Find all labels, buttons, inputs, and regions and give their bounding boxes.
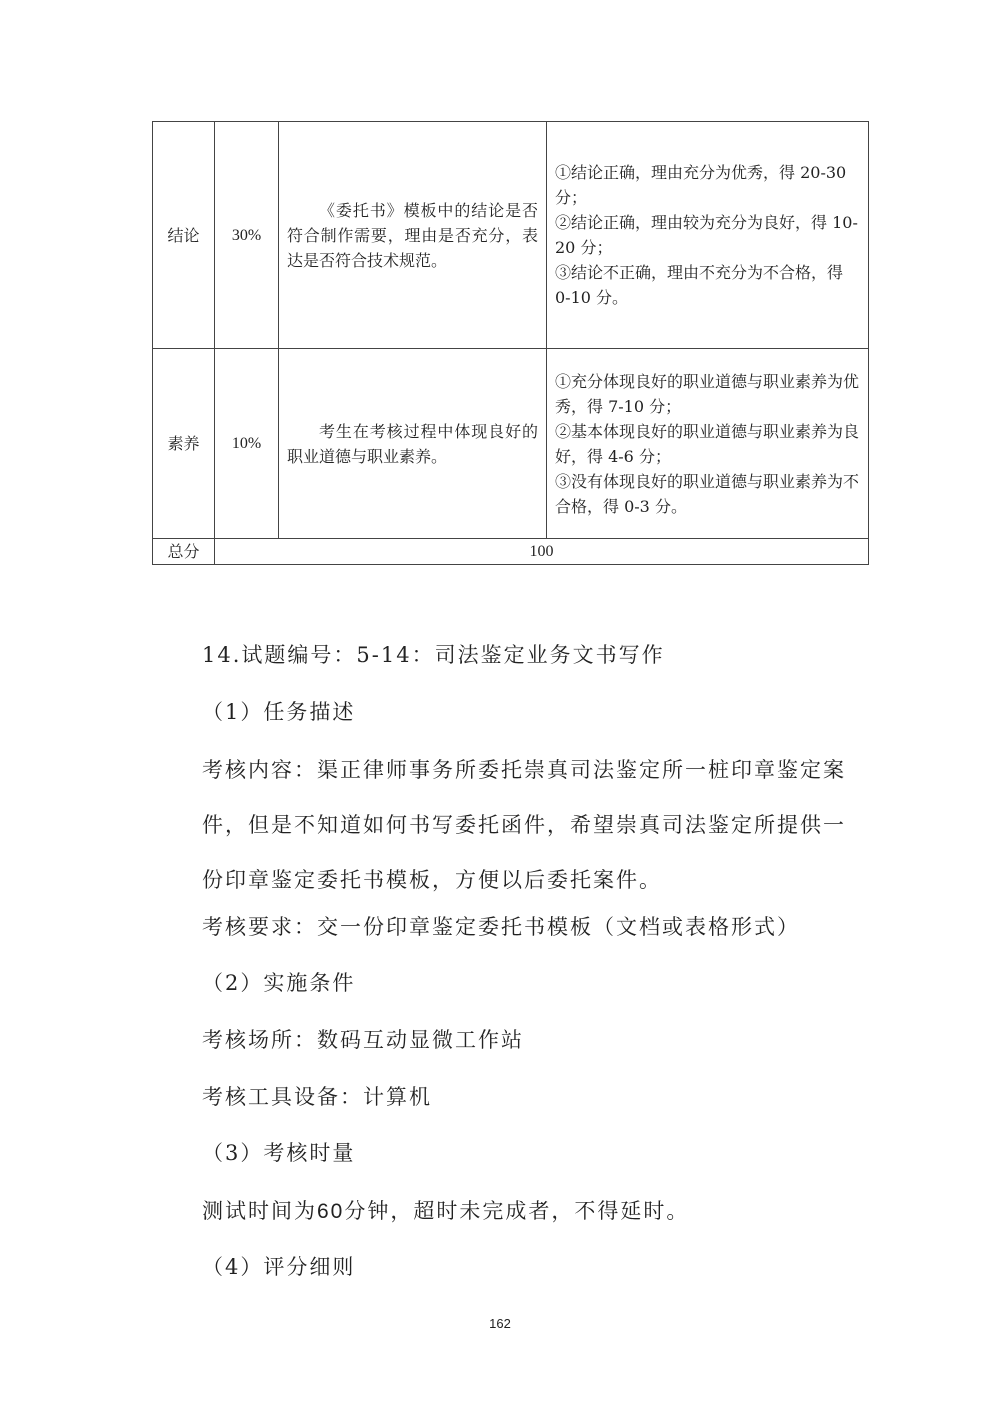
description-text: 《委托书》模板中的结论是否符合制作需要，理由是否充分，表达是否符合技术规范。 — [287, 200, 538, 270]
criteria-line: ③结论不正确，理由不充分为不合格，得 0-10 分。 — [555, 263, 844, 307]
item-cell: 素养 — [153, 349, 215, 539]
table-row — [153, 349, 869, 539]
page-number: 162 — [489, 1316, 511, 1331]
criteria-line: ②结论正确，理由较为充分为良好，得 10-20 分； — [555, 213, 858, 257]
criteria-line: ②基本体现良好的职业道德与职业素养为良好，得 4-6 分； — [555, 421, 860, 466]
subheading-scoring: （4）评分细则 — [202, 1255, 356, 1279]
weight-cell: 10% — [215, 349, 279, 539]
subheading-conditions: （2）实施条件 — [202, 971, 356, 995]
subheading-task: （1）任务描述 — [202, 700, 356, 724]
criteria-line: ①结论正确，理由充分为优秀，得 20-30 分； — [555, 163, 847, 207]
section-heading: 14.试题编号：5-14：司法鉴定业务文书写作 — [202, 643, 665, 667]
weight-cell: 30% — [215, 122, 279, 349]
criteria-cell — [547, 122, 869, 349]
criteria-cell — [547, 349, 869, 539]
time-number: 60 — [317, 1200, 345, 1223]
item-cell: 结论 — [153, 122, 215, 349]
criteria-line: ③没有体现良好的职业道德与职业素养为不合格，得 0-3 分。 — [555, 471, 860, 516]
table-row — [153, 122, 869, 349]
content-paragraph: 考核内容：渠正律师事务所委托崇真司法鉴定所一桩印章鉴定案件，但是不知道如何书写委托函件，希望崇真司法鉴定所提供一份印章鉴定委托书模板，方便以后委托案件。 — [202, 758, 846, 892]
requirement-text: 考核要求：交一份印章鉴定委托书模板（文档或表格形式） — [202, 915, 800, 939]
time-prefix: 测试时间为 — [202, 1199, 317, 1223]
total-value: 100 — [215, 539, 869, 565]
scoring-table — [152, 121, 869, 565]
description-cell — [279, 122, 547, 349]
time-suffix: 分钟，超时未完成者，不得延时。 — [344, 1199, 690, 1223]
venue-text: 考核场所：数码互动显微工作站 — [202, 1028, 524, 1052]
subheading-time: （3）考核时量 — [202, 1141, 356, 1165]
description-text: 考生在考核过程中体现良好的职业道德与职业素养。 — [287, 421, 538, 466]
time-text — [202, 1196, 689, 1227]
criteria-line: ①充分体现良好的职业道德与职业素养为优秀，得 7-10 分； — [555, 371, 860, 416]
description-cell — [279, 349, 547, 539]
total-label: 总分 — [153, 539, 215, 565]
total-row — [153, 539, 869, 565]
equipment-text: 考核工具设备：计算机 — [202, 1085, 432, 1109]
